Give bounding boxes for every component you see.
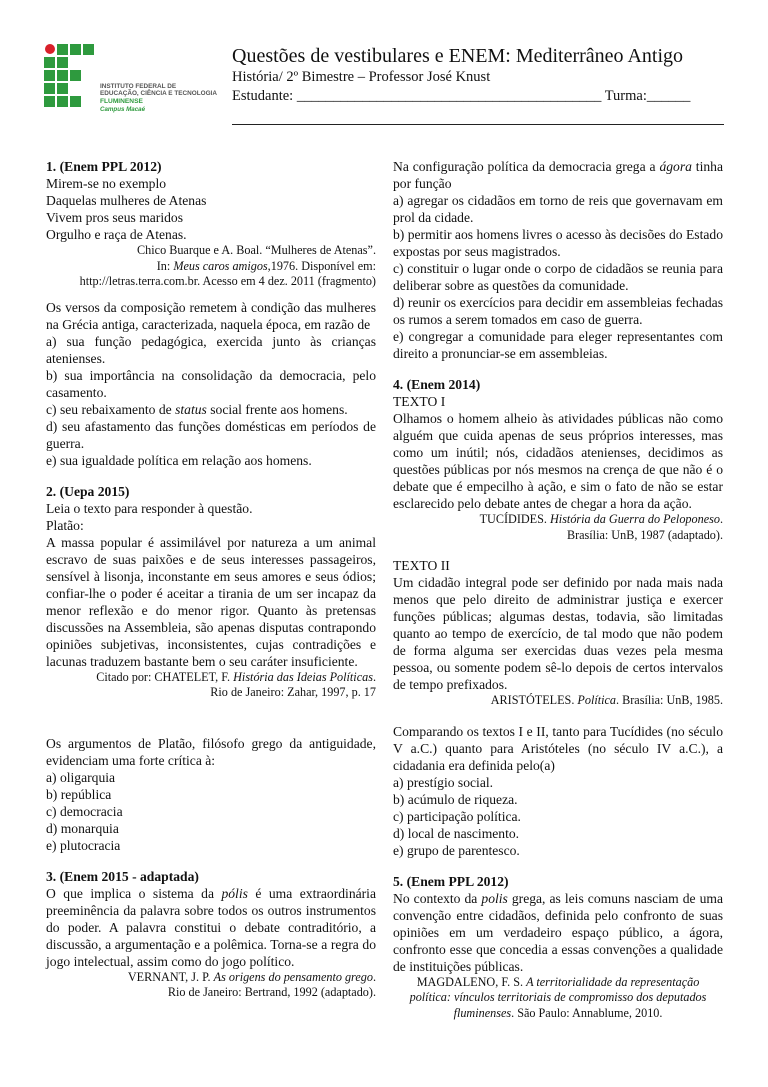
q4-option-c: c) participação política. bbox=[393, 808, 521, 824]
q4-text-1-label: TEXTO I bbox=[393, 394, 446, 409]
q2-source-line: Rio de Janeiro: Zahar, 1997, p. 17 bbox=[210, 685, 376, 699]
q4-stem: Comparando os textos I e II, tanto para Tucídides (no século V a.C.) quanto para Aristóteles (no século IV a.C.), a cidadania era definida pelo(a) bbox=[393, 723, 723, 773]
logo-text-line-4: Campus Macaé bbox=[100, 106, 146, 113]
q1-poem-line: Orgulho e raça de Atenas. bbox=[46, 227, 187, 242]
q3-stem: Na configuração política da democracia grega a ágora tinha por função bbox=[393, 159, 723, 191]
q3-heading: 3. (Enem 2015 - adaptada) bbox=[46, 868, 199, 884]
logo-green-square bbox=[57, 57, 68, 68]
q4-text-2: Um cidadão integral pode ser definido por nada mais nada menos que pelo direito de administrar justiça e exercer funções públicas; algumas destas, todavia, são limitadas quanto ao tempo de exercício, de tal modo que não podem de forma alguma ser exercidas duas vezes pela mesma pessoa, ou somente podem sê-lo depois de certos intervalos de tempo prefixados. bbox=[393, 575, 723, 692]
q2-heading: 2. (Uepa 2015) bbox=[46, 483, 130, 499]
q4-option-b: b) acúmulo de riqueza. bbox=[393, 791, 518, 807]
q1-poem-line: Vivem pros seus maridos bbox=[46, 210, 183, 225]
q1-option-c: c) seu rebaixamento de status social frente aos homens. bbox=[46, 401, 348, 417]
q4-text-1-source: Brasília: UnB, 1987 (adaptado). bbox=[566, 527, 723, 542]
page-title: Questões de vestibulares e ENEM: Mediterrâneo Antigo bbox=[232, 45, 683, 67]
q2-speaker: Platão: bbox=[46, 517, 84, 533]
q3-option-d: d) reunir os exercícios para decidir em assembleias fechadas os rumos a serem tomados em caso de guerra. bbox=[393, 295, 723, 327]
q1-poem-line: Mirem-se no exemplo bbox=[46, 176, 167, 191]
q3-option-a: a) agregar os cidadãos em torno de reis que governavam em prol da cidade. bbox=[393, 193, 723, 225]
q1-source-line: Chico Buarque e A. Boal. “Mulheres de Atenas”. bbox=[137, 243, 376, 257]
q4-text-1: Olhamos o homem alheio às atividades públicas não como alguém que cuida apenas de seus próprios interesses, mas como um inútil; nós, cidadãos atenienses, decidimos as questões públicas por nós mesmos na crença de que não é o debate que é empecilho à ação, e sim o fato de não se estar esclarecido pelo debate antes de chegar a hora da ação. bbox=[393, 411, 723, 511]
q4-option-a: a) prestígio social. bbox=[393, 774, 494, 790]
q1-stem: Os versos da composição remetem à condição das mulheres na Grécia antiga, caracterizada, naquela época, em razão de bbox=[46, 299, 376, 332]
logo-text-line-3: FLUMINENSE bbox=[100, 98, 143, 105]
logo-green-square bbox=[83, 44, 94, 55]
q3-option-e: e) congregar a comunidade para eleger representantes com direito a pronunciar-se em assembleias. bbox=[393, 329, 723, 361]
q5-text: No contexto da polis grega, as leis comuns nasciam de uma convenção entre cidadãos, definida pelo confronto de suas opiniões em um verdadeiro espaço público, a ágora, confronto esse que concedia a essas convenções a qualidade de instituições públicas. bbox=[393, 890, 723, 974]
q3-option-c: c) constituir o lugar onde o corpo de cidadãos se reunia para deliberar sobre as questões da comunidade. bbox=[393, 261, 723, 293]
logo-green-square bbox=[70, 70, 81, 81]
left-column bbox=[46, 158, 376, 1001]
q4-text-2-label: TEXTO II bbox=[393, 558, 450, 573]
q1-option-d: d) seu afastamento das funções domésticas em períodos de guerra. bbox=[46, 418, 376, 451]
logo-green-square bbox=[57, 70, 68, 81]
logo-green-square bbox=[57, 96, 68, 107]
q2-option-a: a) oligarquia bbox=[46, 769, 116, 785]
q2-option-b: b) república bbox=[46, 786, 112, 802]
q1-option-e: e) sua igualdade política em relação aos homens. bbox=[46, 452, 312, 468]
q4-text-1-source: TUCÍDIDES. História da Guerra do Peloponeso. bbox=[479, 512, 723, 526]
q5-source-line: fluminenses. São Paulo: Annablume, 2010. bbox=[453, 1005, 663, 1020]
document-header bbox=[232, 44, 726, 106]
q2-intro: Leia o texto para responder à questão. bbox=[46, 500, 253, 516]
q5-source-line: política: vínculos territoriais de compromisso dos deputados bbox=[409, 990, 707, 1004]
q2-option-d: d) monarquia bbox=[46, 820, 119, 836]
institution-logo-graphic bbox=[44, 44, 224, 120]
logo-green-square bbox=[44, 70, 55, 81]
q3-text: O que implica o sistema da pólis é uma extraordinária preeminência da palavra sobre todos os outros instrumentos do poder. A palavra constitui o debate contraditório, a discussão, a argumentação e a polêmica. Torna-se a regra do jogo intelectual, assim como do jogo político. bbox=[46, 885, 376, 969]
q1-heading: 1. (Enem PPL 2012) bbox=[46, 159, 162, 174]
q2-source-line: Citado por: CHATELET, F. História das Ideias Políticas. bbox=[96, 669, 376, 684]
q1-poem-line: Daquelas mulheres de Atenas bbox=[46, 193, 207, 208]
right-column bbox=[393, 158, 723, 1021]
logo-red-dot-icon bbox=[45, 44, 55, 54]
header-divider bbox=[232, 124, 724, 125]
q4-text-2-source: ARISTÓTELES. Política. Brasília: UnB, 1985. bbox=[490, 693, 723, 707]
q1-source-line: http://letras.terra.com.br. Acesso em 4 dez. 2011 (fragmento) bbox=[79, 274, 376, 288]
q2-text: A massa popular é assimilável por natureza a um animal escravo de suas paixões e de seus interesses passageiros, sensível à lisonja, inconstante em seus amores e seus ódios; confiar-lhe o poder é aceitar a tirania de um ser incapaz da menor reflexão e do menor rigor. Quanto às pretensas discussões na Assembleia, são apenas disputas contrapondo opiniões subjetivas, inconsistentes, cujas contradições e lacunas traduzem bastante bem o seu caráter insuficiente. bbox=[46, 534, 376, 669]
q5-heading: 5. (Enem PPL 2012) bbox=[393, 873, 509, 889]
logo-text-line-1: INSTITUTO FEDERAL DE bbox=[100, 83, 177, 90]
q4-option-e: e) grupo de parentesco. bbox=[393, 842, 520, 858]
logo-text-line-2: EDUCAÇÃO, CIÊNCIA E TECNOLOGIA bbox=[100, 90, 217, 97]
logo-green-square bbox=[57, 44, 68, 55]
logo-green-square bbox=[44, 57, 55, 68]
q2-option-e: e) plutocracia bbox=[46, 837, 121, 853]
q4-option-d: d) local de nascimento. bbox=[393, 825, 520, 841]
logo-green-square bbox=[70, 44, 81, 55]
q5-source-line: MAGDALENO, F. S. A territorialidade da representação bbox=[416, 974, 700, 989]
q3-source-line: Rio de Janeiro: Bertrand, 1992 (adaptado). bbox=[167, 985, 376, 999]
q2-option-c: c) democracia bbox=[46, 803, 123, 819]
q1-option-a: a) sua função pedagógica, exercida junto às crianças atenienses. bbox=[46, 333, 376, 366]
q4-heading: 4. (Enem 2014) bbox=[393, 377, 481, 392]
header-subtitle: História/ 2º Bimestre – Professor José Knust bbox=[232, 69, 491, 85]
logo-green-square bbox=[70, 96, 81, 107]
q1-source-line: In: Meus caros amigos,1976. Disponível em: bbox=[156, 258, 376, 273]
q3-source-line: VERNANT, J. P. As origens do pensamento grego. bbox=[127, 969, 376, 984]
logo-green-square bbox=[57, 83, 68, 94]
q2-stem: Os argumentos de Platão, filósofo grego da antiguidade, evidenciam uma forte crítica à: bbox=[46, 735, 376, 768]
student-field: Estudante: __________________________________________ Turma:______ bbox=[232, 88, 691, 104]
institution-logo bbox=[44, 44, 224, 120]
logo-green-square bbox=[44, 96, 55, 107]
q3-option-b: b) permitir aos homens livres o acesso às decisões do Estado expostas por seus magistrados. bbox=[393, 227, 723, 259]
logo-green-square bbox=[44, 83, 55, 94]
q1-option-b: b) sua importância na consolidação da democracia, pelo casamento. bbox=[46, 367, 376, 400]
